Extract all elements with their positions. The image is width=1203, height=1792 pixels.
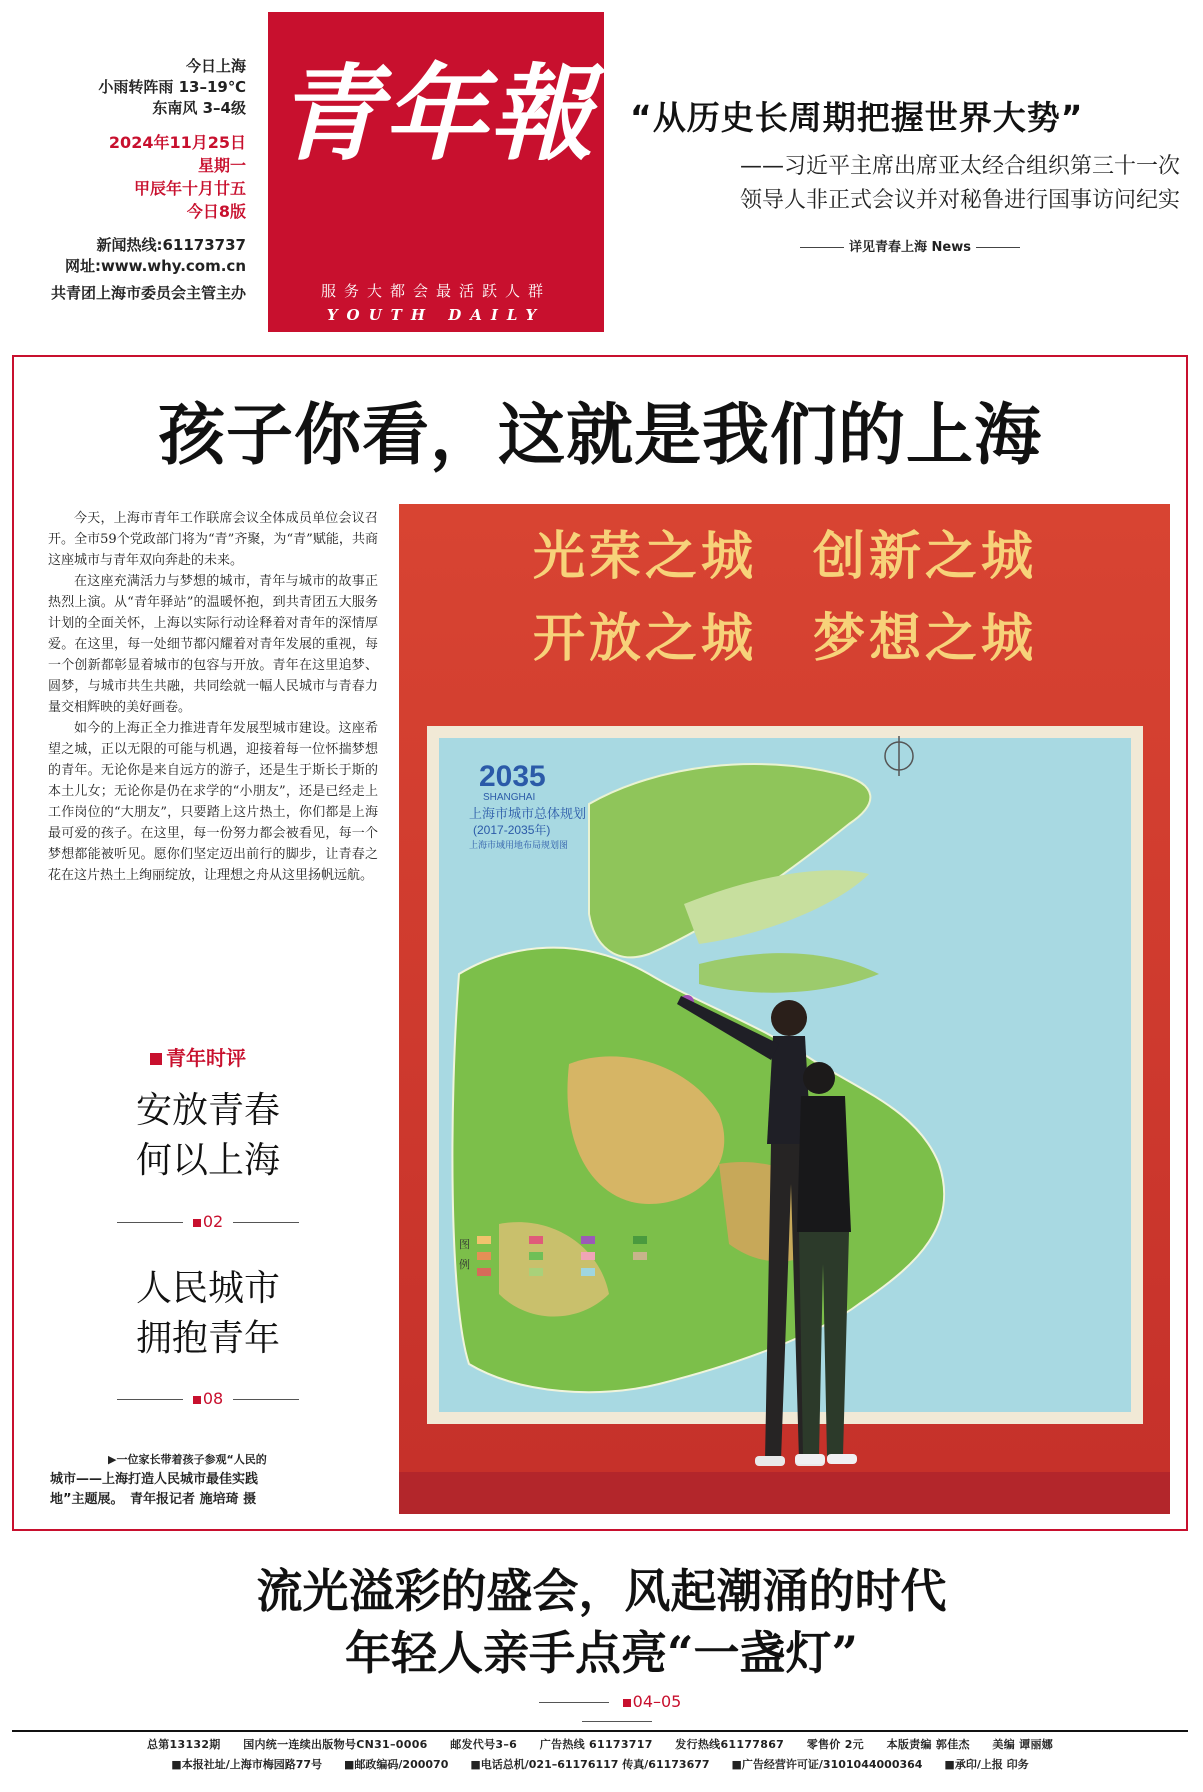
teaser-1[interactable] xyxy=(100,1086,316,1186)
lead-paragraph-1: 今天，上海市青年工作联席会议全体成员单位会议召开。全市59个党政部门将为“青”齐聚，为“青”赋能，共商这座城市与青年双向奔赴的未来。 xyxy=(48,511,378,568)
bottom-headline-line-2: 年轻人亲手点亮“一盏灯” xyxy=(345,1626,858,1680)
masthead-slogan: 服务大都会最活跃人群 xyxy=(320,282,551,300)
top-story-subline xyxy=(630,150,1180,218)
top-story-pointer-text: 详见青春上海 News xyxy=(849,240,971,255)
teaser-1-line-1: 安放青春 xyxy=(135,1090,280,1131)
sponsor: 共青团上海市委员会主管主办 xyxy=(50,284,246,302)
bottom-story-headline[interactable] xyxy=(0,1560,1203,1684)
top-story-subline-2: 领导人非正式会议并对秘鲁进行国事访问纪实 xyxy=(739,188,1180,213)
map-title-cn: 上海市城市总体规划 xyxy=(469,806,587,821)
lead-paragraph-3: 如今的上海正全力推进青年发展型城市建设。这座希望之城，正以无限的可能与机遇，迎接着每一位怀揣梦想的青年。无论你是来自远方的游子，还是生于斯长于斯的本土儿女；无论你是仍在求学的“小朋友”，还是已经走上工作岗位的“大朋友”，只要踏上这片热土，你们都是上海最可爱的孩子。在这里，每一份努力都会被看见，每一个梦想都能被听见。愿你们坚定迈出前行的脚步，让青春之花在这片热土上绚丽绽放，让理想之舟从这里扬帆远航。 xyxy=(48,721,378,883)
bottom-headline-line-1: 流光溢彩的盛会，风起潮涌的时代 xyxy=(256,1564,947,1618)
bottom-story-page-ref[interactable] xyxy=(500,1692,720,1730)
caption-line-2: 城市——上海打造人民城市最佳实践 xyxy=(50,1472,259,1487)
square-bullet-icon xyxy=(193,1219,201,1227)
square-bullet-icon xyxy=(150,1053,162,1065)
photo-caption xyxy=(50,1450,350,1510)
lead-photo xyxy=(399,504,1170,1514)
website: 网址:www.why.com.cn xyxy=(64,257,246,275)
map-note: 上海市域用地布局规划图 xyxy=(469,840,569,850)
exhibit-slogan-2: 开放之城 梦想之城 xyxy=(532,610,1038,668)
square-bullet-icon xyxy=(623,1699,631,1707)
exhibit-slogan-1: 光荣之城 创新之城 xyxy=(532,528,1038,586)
lead-paragraph-2: 在这座充满活力与梦想的城市，青年与城市的故事正热烈上演。从“青年驿站”的温暖怀抱，到共青团五大服务计划的全面关怀，上海以实际行动诠释着对青年的深情厚爱。在这里，每一处细节都闪耀着对青年发展的重视，每一个创新都彰显着城市的包容与开放。青年在这里追梦、圆梦，与城市共生共融，共同绘就一幅人民城市与青春力量交相辉映的美好画卷。 xyxy=(48,574,378,715)
exhibit-carpet xyxy=(399,1472,1170,1514)
caption-line-3: 地”主题展。 青年报记者 施培琦 摄 xyxy=(50,1492,257,1507)
bottom-story-page: 04–05 xyxy=(632,1692,682,1711)
top-story-pointer[interactable] xyxy=(760,236,1060,255)
map-title-2035: 2035 xyxy=(479,760,546,793)
teaser-1-line-2: 何以上海 xyxy=(135,1140,280,1181)
masthead-logo-block xyxy=(268,12,604,332)
teaser-2-page-ref[interactable] xyxy=(100,1389,316,1408)
issue-date: 2024年11月25日 xyxy=(108,133,246,152)
footer-divider xyxy=(12,1730,1188,1732)
legend-label-2: 例 xyxy=(459,1259,470,1271)
teaser-1-page: 02 xyxy=(202,1212,224,1231)
info-label: 今日上海 xyxy=(185,57,246,75)
legend-label-1: 图 xyxy=(459,1239,470,1251)
lunar-date: 甲辰年十月廿五 xyxy=(133,179,246,198)
top-story-headline: “从历史长周期把握世界大势” xyxy=(630,98,1084,137)
footer-line-2: ■本报社址/上海市梅园路77号 ■邮政编码/200070 ■电话总机/021–61176117 传真/61173677 ■广告经营许可证/3101044000364 ■承印/上报 印务 xyxy=(171,1758,1029,1771)
newspaper-logo: 青年報 xyxy=(276,52,595,175)
column-tag xyxy=(150,1042,246,1071)
wind: 东南风 3–4级 xyxy=(152,99,246,117)
top-story-subline-1: ——习近平主席出席亚太经合组织第三十一次 xyxy=(739,154,1180,179)
map-subtitle-en: SHANGHAI xyxy=(483,792,536,803)
weekday: 星期一 xyxy=(197,156,246,175)
caption-line-1: ▶一位家长带着孩子参观“人民的 xyxy=(108,1453,267,1466)
footer-line-1: 总第13132期 国内统一连续出版物号CN31–0006 邮发代号3–6 广告热线 61173717 发行热线61177867 零售价 2元 本版责编 郭佳杰 美编 谭丽娜 xyxy=(146,1738,1054,1751)
masthead-brand-en: YOUTH DAILY xyxy=(326,306,546,324)
teaser-2-page: 08 xyxy=(202,1389,224,1408)
map-years: (2017-2035年) xyxy=(473,823,551,837)
teaser-2[interactable] xyxy=(100,1264,316,1364)
masthead-info xyxy=(40,56,246,304)
teaser-1-page-ref[interactable] xyxy=(100,1212,316,1231)
teaser-2-line-2: 拥抱青年 xyxy=(135,1318,280,1359)
news-hotline: 新闻热线:61173737 xyxy=(96,236,246,254)
weather: 小雨转阵雨 13–19℃ xyxy=(98,78,246,96)
lead-headline: 孩子你看，这就是我们的上海 xyxy=(158,396,1042,474)
lead-body-text xyxy=(48,508,378,886)
square-bullet-icon xyxy=(193,1396,201,1404)
page-count: 今日8版 xyxy=(186,202,246,221)
column-tag-label: 青年时评 xyxy=(166,1046,246,1070)
teaser-2-line-1: 人民城市 xyxy=(135,1268,280,1309)
